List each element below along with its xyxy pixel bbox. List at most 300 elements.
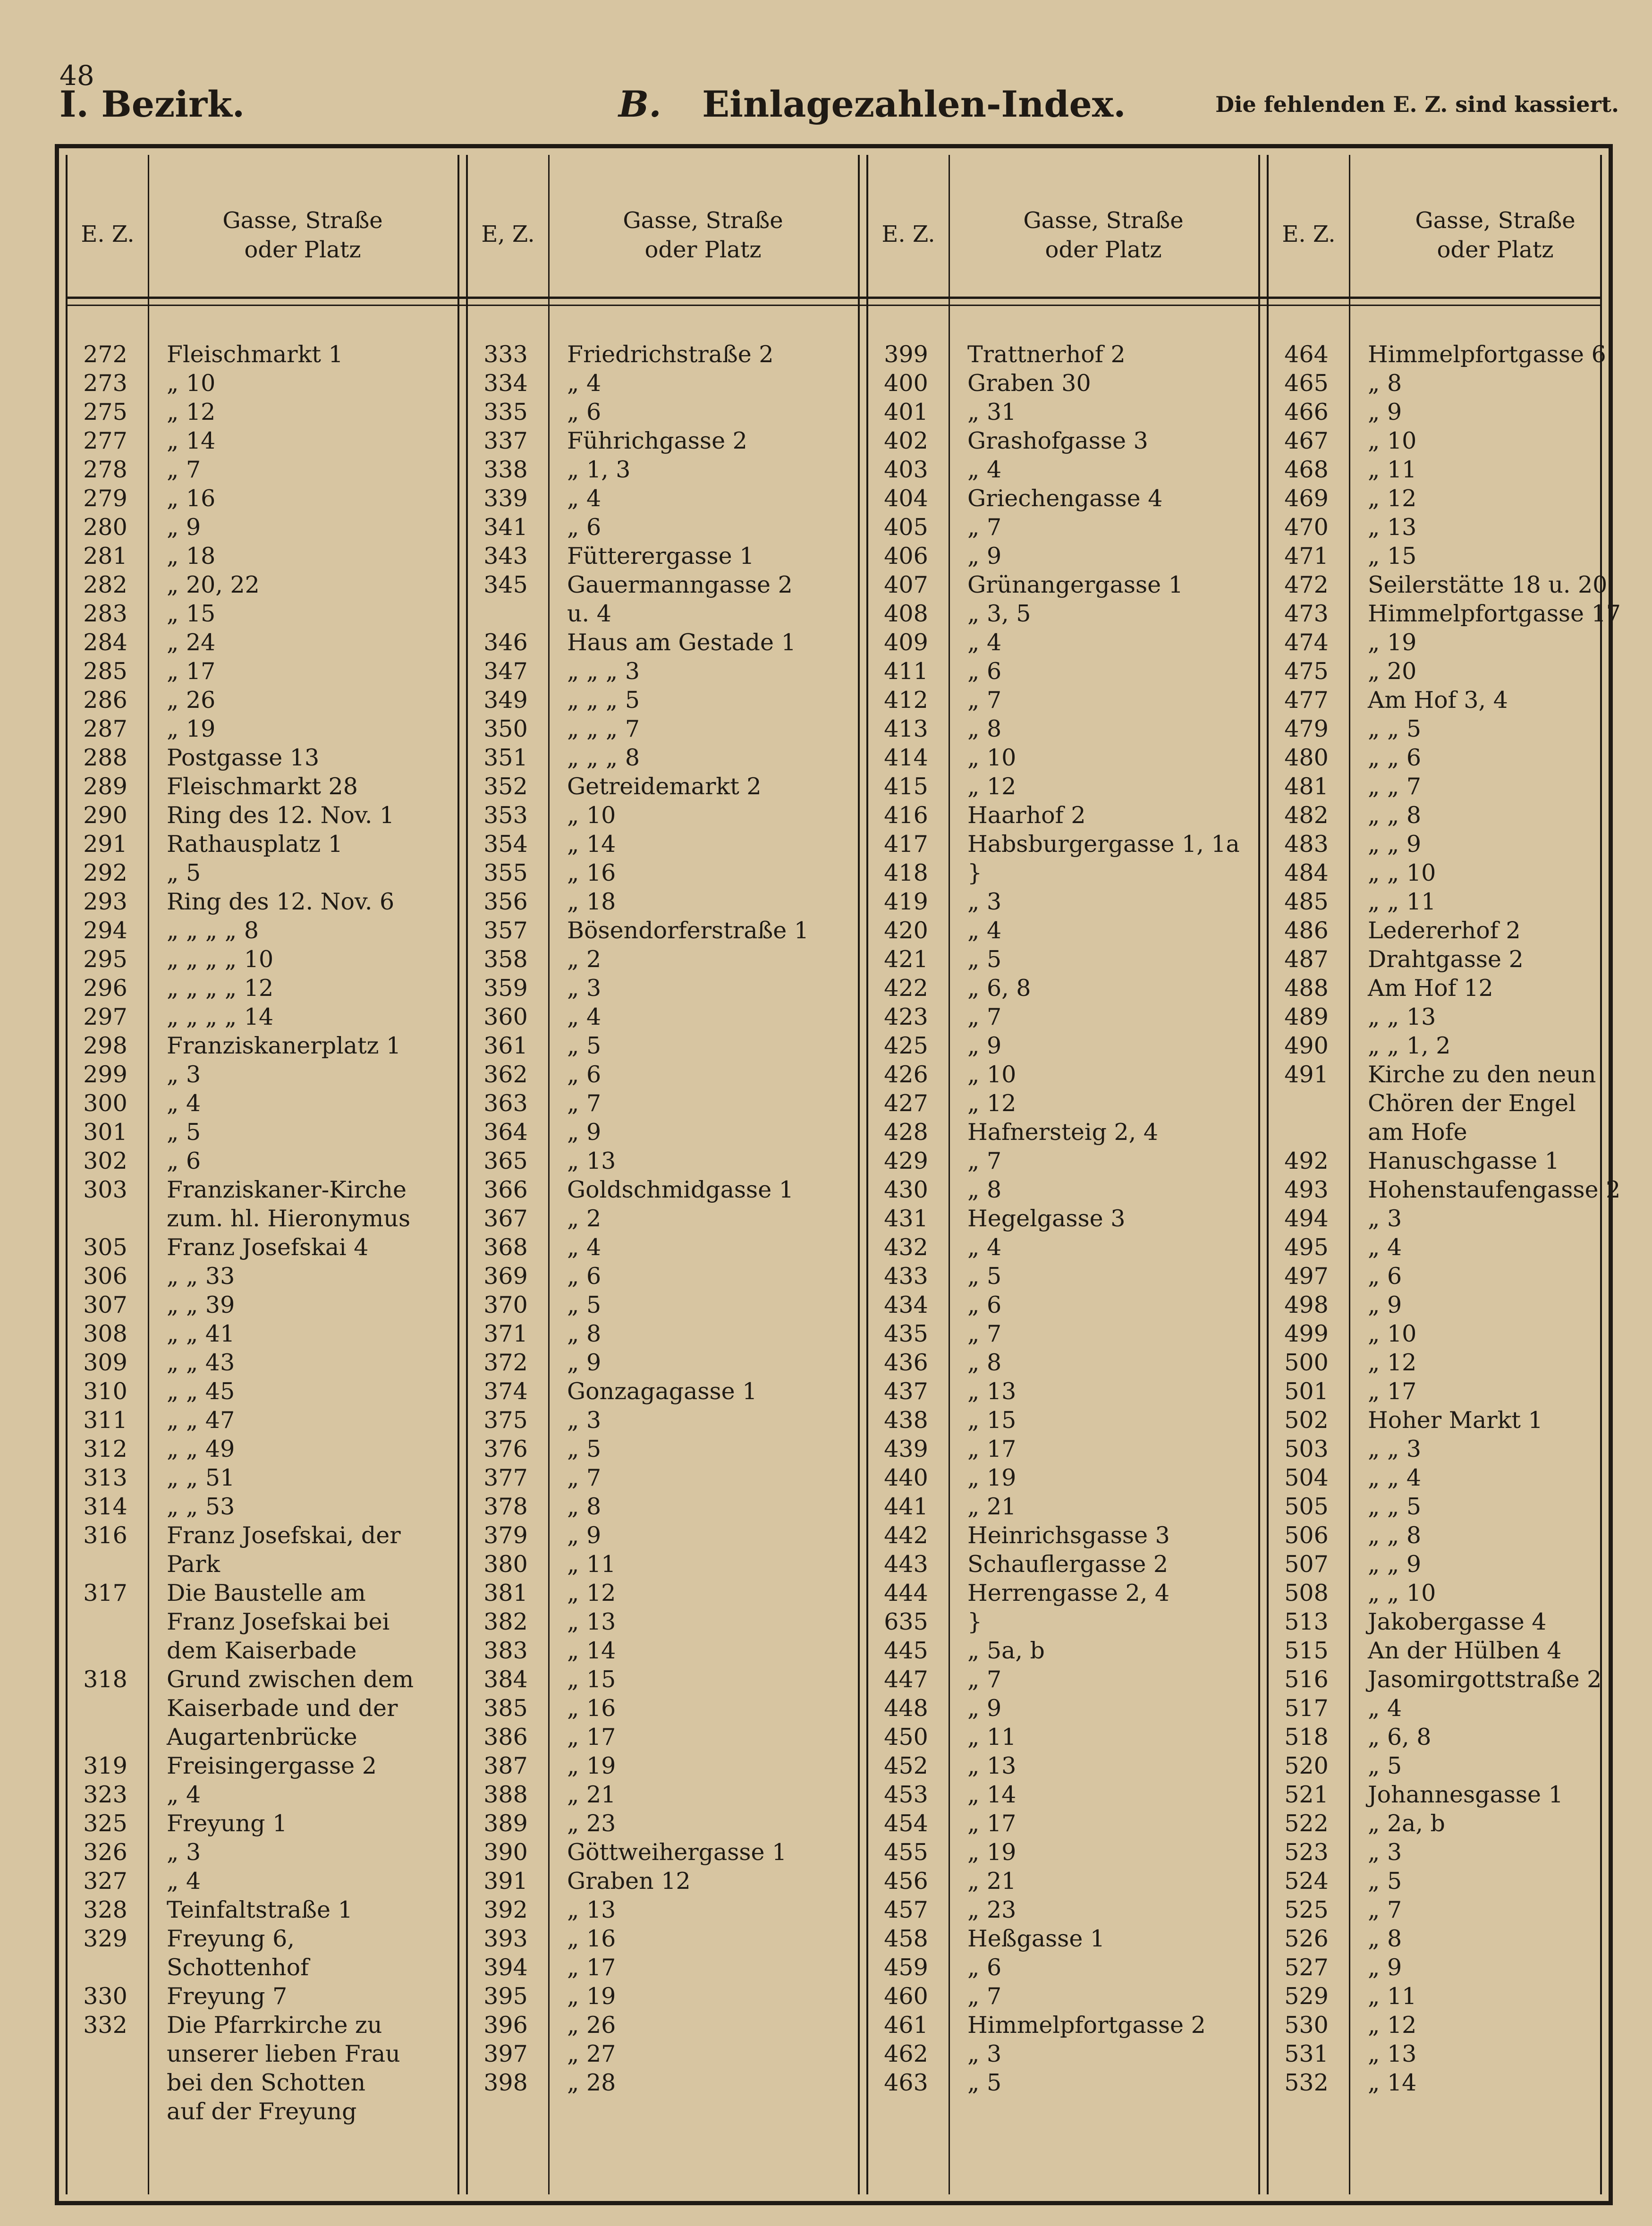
street-entry: Franziskaner-Kirche — [167, 1176, 407, 1203]
street-entry: Hoher Markt 1 — [1368, 1407, 1543, 1434]
street-entry: „ 23 — [567, 1810, 616, 1837]
table-row — [468, 743, 858, 772]
ez-number: 339 — [483, 485, 528, 512]
ez-number: 485 — [1284, 888, 1329, 915]
ez-number: 372 — [483, 1349, 528, 1376]
ez-number: 435 — [884, 1320, 928, 1347]
column-block-1 — [68, 155, 457, 2194]
ez-number: 483 — [1284, 831, 1329, 858]
table-row — [1269, 1665, 1642, 1694]
street-entry: „ 16 — [167, 485, 216, 512]
ez-number: 423 — [884, 1003, 928, 1030]
table-row — [1269, 830, 1642, 858]
street-entry: Franz Josefskai, der — [167, 1522, 401, 1549]
street-entry: „ 2a, b — [1368, 1810, 1445, 1837]
table-row — [868, 1579, 1258, 1607]
table-row — [1269, 2039, 1642, 2068]
street-entry: Chören der Engel — [1368, 1090, 1576, 1117]
table-row — [868, 1435, 1258, 1463]
ez-number: 455 — [884, 1839, 928, 1866]
table-row — [468, 887, 858, 916]
street-entry: „ 23 — [967, 1896, 1017, 1923]
table-row — [1269, 1809, 1642, 1838]
table-row — [868, 1377, 1258, 1406]
ez-number: 299 — [83, 1061, 127, 1088]
street-entry: „ „ „ „ 8 — [167, 917, 259, 944]
ez-number: 474 — [1284, 629, 1329, 656]
ez-number: 368 — [483, 1234, 528, 1261]
ez-number: 529 — [1284, 1983, 1329, 2010]
ez-number: 487 — [1284, 946, 1329, 973]
street-entry: „ 4 — [1368, 1234, 1402, 1261]
street-entry: „ „ 10 — [1368, 1580, 1436, 1606]
street-entry: „ 5 — [967, 1263, 1002, 1290]
rows — [1269, 340, 1642, 2097]
table-row — [68, 1982, 457, 2011]
street-entry: „ „ „ 7 — [567, 715, 640, 742]
ez-number: 364 — [483, 1119, 528, 1146]
street-entry: „ 17 — [1368, 1378, 1417, 1405]
table-row — [1269, 455, 1642, 484]
street-entry: „ „ 6 — [1368, 744, 1422, 771]
table-row — [868, 1204, 1258, 1233]
street-entry: Himmelpfortgasse 17 — [1368, 600, 1621, 627]
street-entry: „ 20, 22 — [167, 571, 260, 598]
ez-number: 395 — [483, 1983, 528, 2010]
street-entry: „ 26 — [567, 2012, 616, 2039]
ez-number: 441 — [884, 1493, 928, 1520]
ez-number: 335 — [483, 399, 528, 425]
ez-number: 308 — [83, 1320, 127, 1347]
street-entry: Friedrichstraße 2 — [567, 341, 774, 368]
table-row — [468, 1377, 858, 1406]
street-entry: „ 3 — [167, 1061, 201, 1088]
ez-number: 294 — [83, 917, 127, 944]
street-entry: „ 6 — [967, 1954, 1002, 1981]
ez-number: 398 — [483, 2069, 528, 2096]
street-entry: „ „ 5 — [1368, 1493, 1422, 1520]
street-entry: „ 12 — [1368, 2012, 1417, 2039]
table-row — [1269, 628, 1642, 657]
table-row — [68, 455, 457, 484]
ez-number: 379 — [483, 1522, 528, 1549]
table-inner — [66, 155, 1621, 2194]
street-entry: Bösendorferstraße 1 — [567, 917, 809, 944]
table-row — [68, 772, 457, 801]
table-row — [868, 657, 1258, 686]
table-row — [1269, 340, 1642, 369]
street-entry: „ „ 4 — [1368, 1464, 1422, 1491]
street-entry: „ 13 — [1368, 514, 1417, 541]
ez-number: 291 — [83, 831, 127, 858]
street-entry: „ 5 — [567, 1291, 601, 1318]
table-row — [68, 974, 457, 1003]
ez-number: 356 — [483, 888, 528, 915]
street-entry: „ 24 — [167, 629, 216, 656]
street-entry: „ „ 47 — [167, 1407, 235, 1434]
street-entry: „ 3 — [967, 888, 1002, 915]
ez-number: 357 — [483, 917, 528, 944]
table-row — [68, 1924, 457, 1953]
street-entry: Johannesgasse 1 — [1368, 1781, 1563, 1808]
ez-number: 399 — [884, 341, 928, 368]
street-entry: „ 3 — [1368, 1205, 1402, 1232]
street-entry: „ 9 — [967, 1032, 1002, 1059]
street-entry: „ 15 — [567, 1666, 616, 1693]
table-row — [468, 628, 858, 657]
table-row — [468, 542, 858, 570]
table-row — [468, 916, 858, 945]
street-entry: „ „ 1, 2 — [1368, 1032, 1451, 1059]
header-street-line1: Gasse, Straße — [1415, 207, 1576, 234]
ez-number: 400 — [884, 370, 928, 397]
ez-number: 297 — [83, 1003, 127, 1030]
street-entry: „ 6 — [567, 1263, 601, 1290]
street-entry: „ 9 — [1368, 1291, 1402, 1318]
ez-number: 436 — [884, 1349, 928, 1376]
table-row — [468, 1003, 858, 1031]
table-row — [1269, 1147, 1642, 1175]
table-row — [868, 599, 1258, 628]
table-row — [468, 1895, 858, 1924]
table-row — [868, 542, 1258, 570]
ez-number: 463 — [884, 2069, 928, 2096]
table-row — [1269, 1982, 1642, 2011]
table-row — [868, 916, 1258, 945]
street-entry: Schottenhof — [167, 1954, 309, 1981]
ez-number: 513 — [1284, 1608, 1329, 1635]
ez-number: 443 — [884, 1551, 928, 1578]
ez-number: 417 — [884, 831, 928, 858]
table-row — [468, 1780, 858, 1809]
ez-number: 471 — [1284, 543, 1329, 569]
table-row — [1269, 1348, 1642, 1377]
ez-number: 381 — [483, 1580, 528, 1606]
table-row — [1269, 1953, 1642, 1982]
ez-number: 319 — [83, 1752, 127, 1779]
ez-number: 272 — [83, 341, 127, 368]
ez-number: 480 — [1284, 744, 1329, 771]
table-row — [68, 1463, 457, 1492]
table-row — [68, 1262, 457, 1291]
table-row — [468, 945, 858, 974]
table-row — [68, 1723, 457, 1751]
table-row — [68, 2097, 457, 2126]
ez-number: 281 — [83, 543, 127, 569]
table-row — [1269, 1607, 1642, 1636]
ez-number: 338 — [483, 456, 528, 483]
ez-number: 431 — [884, 1205, 928, 1232]
header-ez: E. Z. — [81, 221, 135, 247]
table-row — [868, 1319, 1258, 1348]
street-entry: Franz Josefskai bei — [167, 1608, 390, 1635]
street-entry: „ 31 — [967, 399, 1017, 425]
table-row — [468, 1751, 858, 1780]
table-row — [868, 1089, 1258, 1118]
ez-number: 411 — [884, 658, 928, 685]
ez-number: 427 — [884, 1090, 928, 1117]
street-entry: Franziskanerplatz 1 — [167, 1032, 401, 1059]
header-street — [1349, 206, 1642, 264]
street-entry: Schauflergasse 2 — [967, 1551, 1169, 1578]
table-row — [868, 1147, 1258, 1175]
table-row — [868, 2039, 1258, 2068]
ez-number: 403 — [884, 456, 928, 483]
street-entry: „ 11 — [967, 1724, 1017, 1750]
table-row — [868, 1751, 1258, 1780]
ez-number: 525 — [1284, 1896, 1329, 1923]
street-entry: „ 3 — [967, 2040, 1002, 2067]
ez-number: 362 — [483, 1061, 528, 1088]
street-entry: „ 6 — [967, 1291, 1002, 1318]
street-entry: am Hofe — [1368, 1119, 1467, 1146]
street-entry: Park — [167, 1551, 220, 1578]
ez-number: 325 — [83, 1810, 127, 1837]
street-entry: „ 8 — [567, 1320, 601, 1347]
street-entry: „ „ „ 8 — [567, 744, 640, 771]
index-table — [55, 144, 1621, 2205]
table-row — [468, 398, 858, 426]
street-entry: „ 14 — [967, 1781, 1017, 1808]
table-row — [68, 1838, 457, 1867]
street-entry: dem Kaiserbade — [167, 1637, 357, 1664]
street-entry: „ 14 — [1368, 2069, 1417, 2096]
ez-number: 461 — [884, 2012, 928, 2039]
street-entry: „ 9 — [567, 1522, 601, 1549]
street-entry: „ 11 — [567, 1551, 616, 1578]
ez-number: 452 — [884, 1752, 928, 1779]
street-entry: „ 10 — [567, 802, 616, 829]
ez-number: 326 — [83, 1839, 127, 1866]
ez-number: 355 — [483, 859, 528, 886]
street-entry: „ „ 9 — [1368, 1551, 1422, 1578]
column-block-2 — [468, 155, 858, 2194]
table-row — [68, 1780, 457, 1809]
table-row — [1269, 1521, 1642, 1550]
ez-number: 343 — [483, 543, 528, 569]
table-row — [1269, 513, 1642, 542]
table-row — [68, 340, 457, 369]
street-entry: Ledererhof 2 — [1368, 917, 1521, 944]
street-entry: bei den Schotten — [167, 2069, 366, 2096]
street-entry: auf der Freyung — [167, 2098, 357, 2125]
ez-number: 469 — [1284, 485, 1329, 512]
ez-number: 286 — [83, 687, 127, 714]
column-block-3 — [868, 155, 1258, 2194]
ez-number: 292 — [83, 859, 127, 886]
street-entry: Graben 12 — [567, 1868, 691, 1895]
street-entry: „ 2 — [567, 1205, 601, 1232]
ez-number: 505 — [1284, 1493, 1329, 1520]
street-entry: „ 19 — [567, 1983, 616, 2010]
street-entry: „ 5 — [167, 1119, 201, 1146]
street-entry: „ 16 — [567, 1695, 616, 1722]
table-row — [68, 2039, 457, 2068]
street-entry: „ 5 — [967, 2069, 1002, 2096]
ez-number: 295 — [83, 946, 127, 973]
header-ez: E, Z. — [481, 221, 535, 247]
table-row — [868, 513, 1258, 542]
cancelled-note: Die fehlenden E. Z. sind kassiert. — [1215, 92, 1619, 117]
street-entry: Ring des 12. Nov. 1 — [167, 802, 395, 829]
table-row — [1269, 484, 1642, 513]
table-row — [468, 1233, 858, 1262]
ez-number: 376 — [483, 1436, 528, 1462]
ez-number: 385 — [483, 1695, 528, 1722]
street-entry: An der Hülben 4 — [1368, 1637, 1562, 1664]
street-entry: „ „ „ „ 14 — [167, 1003, 274, 1030]
street-entry: Trattnerhof 2 — [967, 341, 1126, 368]
street-entry: „ 4 — [1368, 1695, 1402, 1722]
ez-number: 425 — [884, 1032, 928, 1059]
ez-number: 285 — [83, 658, 127, 685]
ez-number: 333 — [483, 341, 528, 368]
table-row — [68, 1809, 457, 1838]
ez-number: 287 — [83, 715, 127, 742]
table-row — [68, 628, 457, 657]
street-entry: „ 17 — [567, 1724, 616, 1750]
ez-number: 284 — [83, 629, 127, 656]
table-row — [868, 1780, 1258, 1809]
ez-number: 288 — [83, 744, 127, 771]
rows — [468, 340, 858, 2097]
table-row — [68, 1060, 457, 1089]
table-row — [868, 830, 1258, 858]
ez-number: 283 — [83, 600, 127, 627]
table-row — [1269, 1406, 1642, 1435]
table-row — [68, 1147, 457, 1175]
street-entry: „ 7 — [967, 514, 1002, 541]
table-row — [468, 599, 858, 628]
ez-number: 396 — [483, 2012, 528, 2039]
street-entry: „ 4 — [967, 456, 1002, 483]
street-entry: „ 4 — [967, 629, 1002, 656]
street-entry: „ 7 — [967, 1003, 1002, 1030]
table-row — [68, 513, 457, 542]
ez-number: 317 — [83, 1580, 127, 1606]
ez-number: 439 — [884, 1436, 928, 1462]
ez-number: 440 — [884, 1464, 928, 1491]
table-row — [1269, 714, 1642, 743]
street-entry: „ „ 8 — [1368, 1522, 1422, 1549]
street-entry: Getreidemarkt 2 — [567, 773, 762, 800]
ez-number: 490 — [1284, 1032, 1329, 1059]
ez-number: 380 — [483, 1551, 528, 1578]
street-entry: „ 11 — [1368, 1983, 1417, 2010]
street-entry: „ 4 — [167, 1868, 201, 1895]
table-row — [868, 2011, 1258, 2039]
street-entry: „ 9 — [567, 1349, 601, 1376]
table-row — [68, 916, 457, 945]
ez-number: 498 — [1284, 1291, 1329, 1318]
table-row — [1269, 1435, 1642, 1463]
table-row — [68, 570, 457, 599]
table-row — [868, 974, 1258, 1003]
street-entry: „ 7 — [167, 456, 201, 483]
street-entry: „ 7 — [567, 1090, 601, 1117]
table-row — [1269, 570, 1642, 599]
ez-number: 532 — [1284, 2069, 1329, 2096]
table-row — [68, 1751, 457, 1780]
table-row — [468, 801, 858, 830]
table-row — [1269, 1003, 1642, 1031]
ez-number: 351 — [483, 744, 528, 771]
table-row — [868, 1982, 1258, 2011]
street-entry: „ 2 — [567, 946, 601, 973]
street-entry: „ 6 — [567, 514, 601, 541]
table-row — [68, 1003, 457, 1031]
ez-number: 312 — [83, 1436, 127, 1462]
table-row — [68, 1175, 457, 1204]
street-entry: „ 6 — [967, 658, 1002, 685]
table-row — [68, 830, 457, 858]
ez-number: 493 — [1284, 1176, 1329, 1203]
street-entry: „ 14 — [567, 1637, 616, 1664]
table-row — [68, 945, 457, 974]
table-row — [868, 1694, 1258, 1723]
table-row — [68, 1348, 457, 1377]
table-row — [868, 1636, 1258, 1665]
ez-number: 524 — [1284, 1868, 1329, 1895]
ez-number: 523 — [1284, 1839, 1329, 1866]
table-row — [468, 772, 858, 801]
ez-number: 507 — [1284, 1551, 1329, 1578]
table-row — [68, 1607, 457, 1636]
ez-number: 337 — [483, 427, 528, 454]
street-entry: „ 21 — [967, 1493, 1017, 1520]
table-row — [468, 1809, 858, 1838]
ez-number: 515 — [1284, 1637, 1329, 1664]
table-row — [868, 887, 1258, 916]
street-entry: „ 7 — [967, 1320, 1002, 1347]
table-row — [68, 2011, 457, 2039]
table-row — [468, 1723, 858, 1751]
street-entry: „ 10 — [167, 370, 216, 397]
table-row — [468, 1319, 858, 1348]
table-row — [68, 858, 457, 887]
street-entry: „ „ 7 — [1368, 773, 1422, 800]
ez-number: 409 — [884, 629, 928, 656]
table-row — [868, 1924, 1258, 1953]
ez-number: 477 — [1284, 687, 1329, 714]
ez-number: 473 — [1284, 600, 1329, 627]
table-row — [868, 2068, 1258, 2097]
table-row — [1269, 426, 1642, 455]
table-row — [868, 1607, 1258, 1636]
street-entry: „ 28 — [567, 2069, 616, 2096]
table-row — [68, 1953, 457, 1982]
street-entry: „ 6 — [567, 399, 601, 425]
ez-number: 530 — [1284, 2012, 1329, 2039]
street-entry: Am Hof 12 — [1368, 975, 1493, 1002]
table-row — [1269, 858, 1642, 887]
table-row — [1269, 1089, 1642, 1118]
ez-number: 307 — [83, 1291, 127, 1318]
street-entry: „ „ „ 5 — [567, 687, 640, 714]
ez-number: 486 — [1284, 917, 1329, 944]
header-street — [148, 206, 457, 264]
ez-number: 365 — [483, 1147, 528, 1174]
street-entry: „ 5 — [1368, 1752, 1402, 1779]
street-entry: Freisingergasse 2 — [167, 1752, 377, 1779]
ez-number: 369 — [483, 1263, 528, 1290]
table-row — [468, 1492, 858, 1521]
table-row — [468, 1262, 858, 1291]
table-row — [868, 1406, 1258, 1435]
table-row — [868, 1175, 1258, 1204]
ez-number: 323 — [83, 1781, 127, 1808]
rows — [68, 340, 457, 2126]
